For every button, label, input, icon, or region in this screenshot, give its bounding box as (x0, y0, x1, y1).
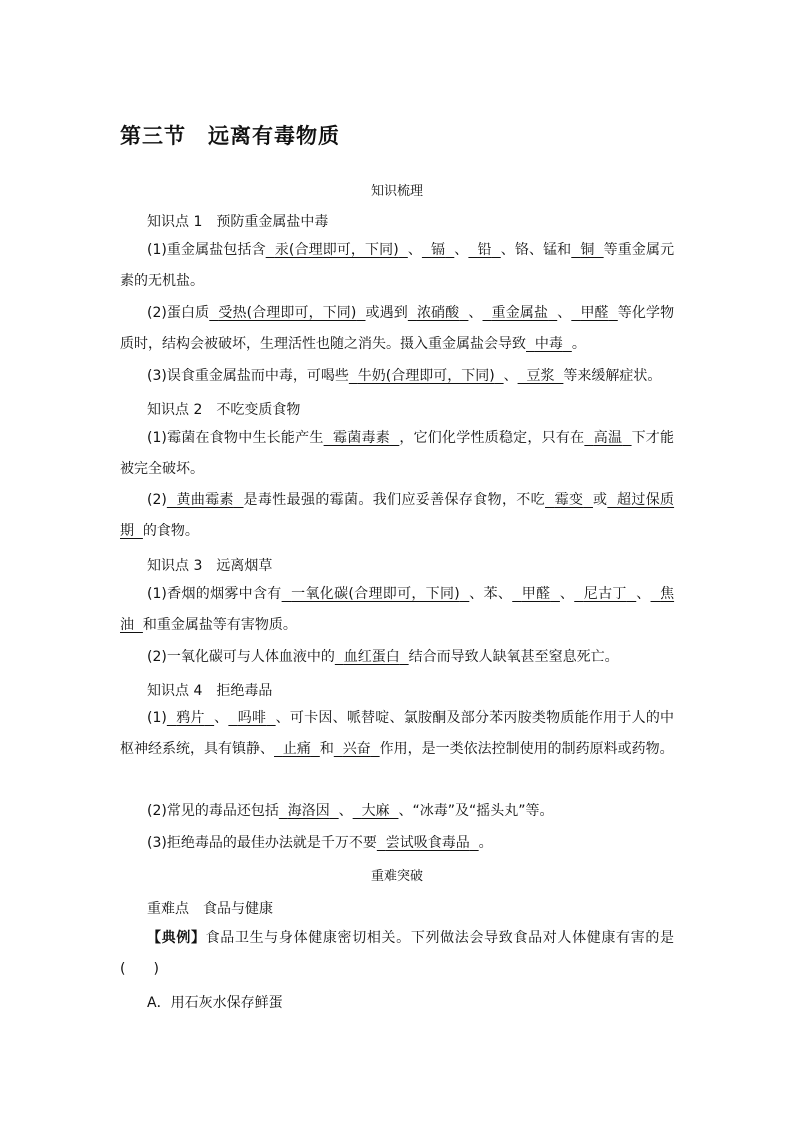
answer-blank: 海洛因 (287, 803, 330, 819)
key-point-heading: 重难点 食品与健康 (147, 901, 273, 917)
answer-blank: 止痛 (282, 740, 311, 757)
answer-blank: 一氧化碳(合理即可，下同) (291, 586, 460, 602)
answer-blank: 尼古丁 (583, 586, 627, 602)
answer-blank: 高温 (593, 430, 623, 446)
answer-blank: 霉菌毒素 (333, 430, 390, 446)
paragraph-heavy-metal-salts: (1)重金属盐包括含 汞(合理即可，下同) 、 镉 、 铅 、铬、锰和 铜 等重金属元素的无机盐。 (120, 242, 675, 289)
answer-blank: 霉变 (554, 492, 584, 508)
answer-blank: 甲醛 (521, 586, 551, 602)
example-tag: 【典例】 (147, 930, 206, 946)
answer-blank: 兴奋 (342, 740, 371, 757)
paragraph-common-drugs: (2)常见的毒品还包括 海洛因 、 大麻 、“冰毒”及“摇头丸”等。 (147, 803, 554, 819)
paragraph-poisoning-relief: (3)误食重金属盐而中毒，可喝些 牛奶(合理即可，下同) 、 豆浆 等来缓解症状。 (147, 368, 662, 384)
answer-blank: 铅 (477, 242, 492, 258)
answer-blank: 牛奶(合理即可，下同) (357, 368, 495, 384)
answer-blank: 汞(合理即可，下同) (274, 242, 399, 258)
knowledge-point-3-heading: 知识点 3 远离烟草 (147, 558, 273, 574)
example-question: 【典例】食品卫生与身体健康密切相关。下列做法会导致食品对人体健康有害的是( ) (120, 930, 675, 977)
answer-blank: 受热(合理即可，下同) (218, 305, 357, 321)
paragraph-cigarette-smoke: (1)香烟的烟雾中含有 一氧化碳(合理即可，下同) 、苯、 甲醛 、 尼古丁 、 焦油 和重金属盐等有害物质。 (120, 586, 675, 633)
option-a: A．用石灰水保存鲜蛋 (147, 995, 283, 1011)
answer-blank: 浓硝酸 (416, 305, 460, 321)
paragraph-protein-denaturation: (2)蛋白质 受热(合理即可，下同) 或遇到 浓硝酸 、 重金属盐 、 甲醛 等化学物质时，结构会被破坏，生理活性也随之消失。摄入重金属盐会导致 中毒 。 (120, 305, 675, 352)
answer-blank: 鸦片 (176, 710, 205, 726)
paragraph-drugs-effects: (1) 鸦片 、 吗啡 、可卡因、哌替啶、氯胺酮及部分苯丙胺类物质能作用于人的中枢神经系统，具有镇静、 止痛 和 兴奋 作用，是一类依法控制使用的制药原料或药物。 (120, 710, 675, 757)
knowledge-point-1-heading: 知识点 1 预防重金属盐中毒 (147, 214, 329, 230)
paragraph-mold-toxins: (1)霉菌在食物中生长能产生 霉菌毒素 ，它们化学性质稳定，只有在 高温 下才能被完全破坏。 (120, 430, 675, 477)
answer-blank: 甲醛 (580, 305, 609, 321)
section-heading-knowledge: 知识梳理 (370, 184, 423, 199)
answer-blank: 超过保质期 (120, 492, 675, 539)
answer-blank: 大麻 (361, 803, 390, 819)
answer-blank: 血红蛋白 (343, 649, 400, 665)
knowledge-point-4-heading: 知识点 4 拒绝毒品 (147, 683, 273, 699)
answer-blank: 豆浆 (526, 368, 555, 384)
answer-blank: 黄曲霉素 (176, 492, 234, 508)
paragraph-aflatoxin: (2) 黄曲霉素 是毒性最强的霉菌。我们应妥善保存食物，不吃 霉变 或 超过保质期 的食物。 (120, 492, 675, 539)
answer-blank: 吗啡 (237, 710, 267, 726)
knowledge-point-2-heading: 知识点 2 不吃变质食物 (147, 402, 301, 418)
page-title: 第三节 远离有毒物质 (120, 124, 340, 148)
paragraph-refuse-drugs: (3)拒绝毒品的最佳办法就是千万不要 尝试吸食毒品 。 (147, 835, 493, 851)
answer-blank: 铜 (580, 242, 595, 258)
paragraph-carbon-monoxide: (2)一氧化碳可与人体血液中的 血红蛋白 结合而导致人缺氧甚至窒息死亡。 (147, 649, 619, 665)
section-heading-key-difficulties: 重难突破 (370, 869, 423, 884)
answer-blank: 中毒 (534, 335, 563, 352)
answer-blank: 焦油 (120, 586, 675, 633)
answer-blank: 重金属盐 (491, 305, 549, 321)
answer-blank: 尝试吸食毒品 (385, 835, 470, 851)
answer-blank: 镉 (431, 242, 446, 258)
